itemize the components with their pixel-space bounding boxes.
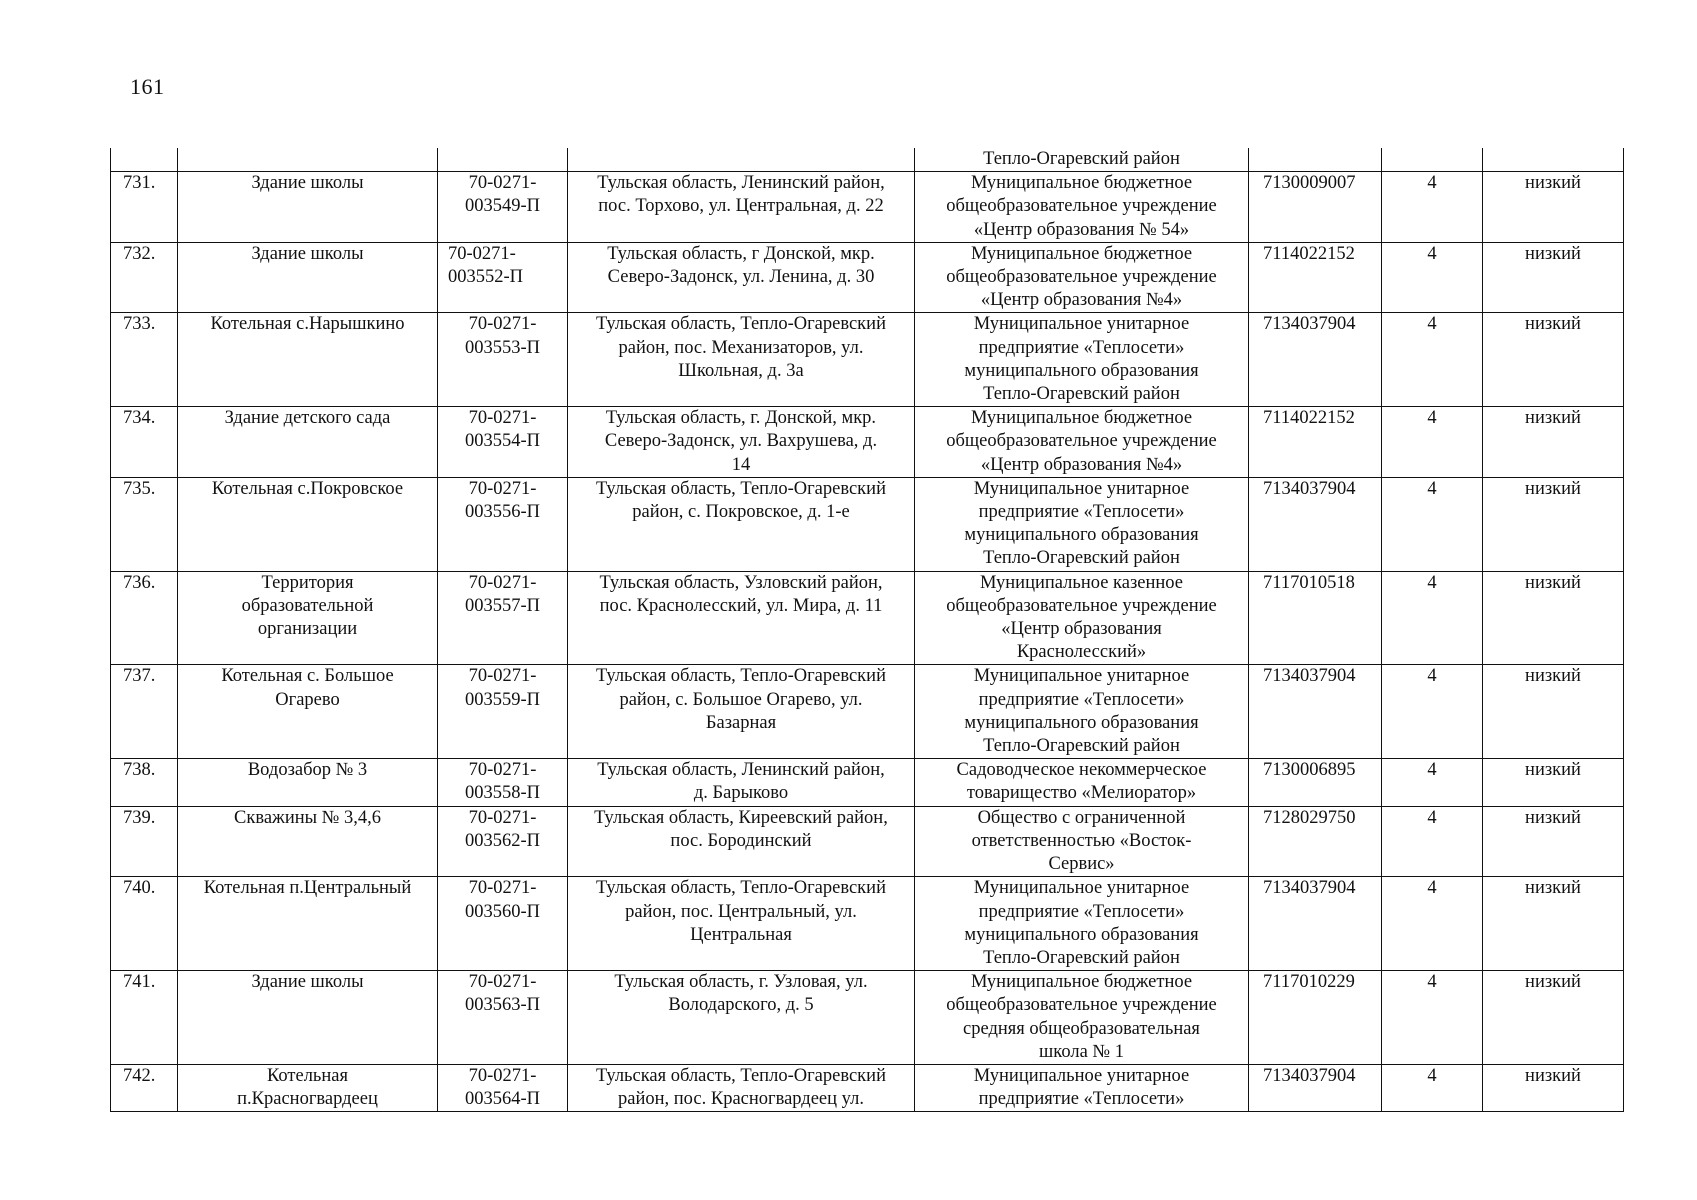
risk-value: низкий: [1525, 478, 1581, 499]
cell-name: [178, 877, 438, 971]
cell-num: [111, 571, 178, 665]
registry-code-line: 70-0271-: [468, 878, 537, 899]
cell-address: [568, 971, 915, 1065]
address-line: район, пос. Центральный, ул.: [625, 901, 857, 922]
owner-line: общеобразовательное учреждение: [946, 995, 1217, 1016]
cell-owner: [915, 806, 1249, 877]
table-row: [111, 242, 1624, 313]
cell-name: [178, 806, 438, 877]
cell-address: [568, 806, 915, 877]
cell-risk: [1483, 971, 1624, 1065]
address-line: Тульская область, Киреевский район,: [594, 807, 888, 828]
cell-category: [1382, 477, 1483, 571]
cell-code: [438, 665, 568, 759]
owner-line: Тепло-Огаревский район: [983, 548, 1180, 569]
cell-category: [1382, 806, 1483, 877]
cell-name: [178, 242, 438, 313]
cell-category: [1382, 407, 1483, 478]
owner-line: Муниципальное бюджетное: [970, 408, 1193, 429]
owner-line: средняя общеобразовательная: [963, 1018, 1200, 1039]
address-line: пос. Торхово, ул. Центральная, д. 22: [598, 196, 884, 217]
owner-line: общеобразовательное учреждение: [946, 267, 1217, 288]
table-row: [111, 759, 1624, 806]
cell-address: [568, 571, 915, 665]
row-number: 733.: [123, 314, 156, 335]
registry-code-line: 003560-П: [464, 901, 541, 922]
address-line: Тульская область, Тепло-Огаревский: [596, 314, 886, 335]
owner-line: «Центр образования № 54»: [973, 219, 1190, 240]
category-value: 4: [1427, 807, 1437, 828]
cell-inn: [1249, 477, 1382, 571]
owner-line: предприятие «Теплосети»: [978, 901, 1185, 922]
cell-address: [568, 1064, 915, 1111]
inn-value: 7134037904: [1263, 878, 1356, 899]
registry-code-line: 70-0271-: [468, 314, 537, 335]
owner-line: Тепло-Огаревский район: [983, 736, 1180, 757]
cell-num: [111, 477, 178, 571]
row-number: 742.: [123, 1065, 156, 1086]
cell-num: [111, 172, 178, 243]
cell-num: [111, 665, 178, 759]
cell-owner: [915, 313, 1249, 407]
category-value: 4: [1427, 173, 1437, 194]
registry-code-line: 003564-П: [464, 1089, 541, 1110]
owner-line: Муниципальное казенное: [980, 572, 1183, 593]
object-name-line: Котельная п.Центральный: [203, 878, 412, 899]
cell-address: [568, 665, 915, 759]
address-line: Северо-Задонск, ул. Вахрушева, д.: [604, 431, 878, 452]
owner-line: «Центр образования №4»: [980, 290, 1183, 311]
cell-code: [438, 971, 568, 1065]
risk-value: низкий: [1525, 572, 1581, 593]
cell-inn: [1249, 148, 1382, 172]
cell-name: [178, 477, 438, 571]
owner-line: Тепло-Огаревский район: [983, 149, 1180, 169]
table-row: [111, 172, 1624, 243]
cell-risk: [1483, 806, 1624, 877]
address-line: Тульская область, Тепло-Огаревский: [596, 878, 886, 899]
object-name-line: Котельная: [266, 1065, 348, 1086]
object-name-line: п.Красногвардеец: [237, 1089, 378, 1110]
address-line: район, пос. Красногвардеец ул.: [618, 1089, 864, 1110]
cell-address: [568, 313, 915, 407]
table-row: [111, 971, 1624, 1065]
cell-inn: [1249, 242, 1382, 313]
cell-name: [178, 313, 438, 407]
object-name-line: Котельная с. Большое: [221, 666, 394, 687]
risk-value: низкий: [1525, 972, 1581, 993]
registry-code-line: 003557-П: [464, 595, 541, 616]
cell-name: [178, 407, 438, 478]
registry-code-line: 003554-П: [464, 431, 541, 452]
address-line: район, с. Большое Огарево, ул.: [619, 689, 863, 710]
cell-num: [111, 313, 178, 407]
row-number: 734.: [123, 408, 156, 429]
cell-category: [1382, 242, 1483, 313]
category-value: 4: [1427, 972, 1437, 993]
inn-value: 7134037904: [1263, 1065, 1356, 1086]
address-line: Тульская область, Узловский район,: [599, 572, 883, 593]
cell-inn: [1249, 571, 1382, 665]
owner-line: Муниципальное бюджетное: [970, 243, 1193, 264]
category-value: 4: [1427, 760, 1437, 781]
table-row: [111, 313, 1624, 407]
risk-value: низкий: [1525, 314, 1581, 335]
cell-owner: [915, 571, 1249, 665]
registry-code-line: 003556-П: [464, 502, 541, 523]
address-line: Тульская область, Ленинский район,: [597, 760, 885, 781]
cell-owner: [915, 971, 1249, 1065]
address-line: пос. Бородинский: [670, 830, 812, 851]
address-line: д. Барыково: [693, 783, 789, 804]
owner-line: Сервис»: [1048, 854, 1115, 875]
registry-code-line: 70-0271-: [468, 760, 537, 781]
risk-value: низкий: [1525, 666, 1581, 687]
cell-risk: [1483, 172, 1624, 243]
cell-name: [178, 571, 438, 665]
cell-num: [111, 759, 178, 806]
table-row: [111, 1064, 1624, 1111]
cell-owner: [915, 477, 1249, 571]
cell-inn: [1249, 407, 1382, 478]
object-name-line: Здание школы: [251, 243, 364, 264]
object-name-line: Котельная с.Покровское: [211, 478, 404, 499]
owner-line: Муниципальное бюджетное: [970, 972, 1193, 993]
cell-code: [438, 571, 568, 665]
owner-line: общеобразовательное учреждение: [946, 595, 1217, 616]
registry-code-line: 70-0271-: [468, 572, 537, 593]
registry-code-line: 003552-П: [448, 267, 524, 288]
address-line: Тульская область, Тепло-Огаревский: [596, 478, 886, 499]
cell-category: [1382, 1064, 1483, 1111]
cell-category: [1382, 759, 1483, 806]
continuation-row: [111, 148, 1624, 172]
risk-value: низкий: [1525, 760, 1581, 781]
category-value: 4: [1427, 243, 1437, 264]
object-name-line: Водозабор № 3: [247, 760, 368, 781]
category-value: 4: [1427, 666, 1437, 687]
cell-risk: [1483, 877, 1624, 971]
table-row: [111, 477, 1624, 571]
cell-risk: [1483, 407, 1624, 478]
registry-table: [110, 148, 1624, 1112]
registry-code-line: 70-0271-: [468, 666, 537, 687]
object-name-line: Здание школы: [251, 173, 364, 194]
cell-category: [1382, 172, 1483, 243]
risk-value: низкий: [1525, 807, 1581, 828]
cell-category: [1382, 877, 1483, 971]
object-name-line: Огарево: [275, 689, 340, 710]
row-number: 737.: [123, 666, 156, 687]
category-value: 4: [1427, 878, 1437, 899]
cell-num: [111, 806, 178, 877]
cell-code: [438, 242, 568, 313]
registry-code-line: 70-0271-: [468, 408, 537, 429]
cell-risk: [1483, 571, 1624, 665]
address-line: Базарная: [705, 712, 777, 733]
owner-line: Общество с ограниченной: [977, 807, 1186, 828]
address-line: Тульская область, Ленинский район,: [597, 173, 885, 194]
cell-name: [178, 759, 438, 806]
cell-inn: [1249, 759, 1382, 806]
cell-inn: [1249, 313, 1382, 407]
cell-num: [111, 1064, 178, 1111]
cell-code: [438, 806, 568, 877]
cell-category: [1382, 313, 1483, 407]
address-line: пос. Краснолесский, ул. Мира, д. 11: [599, 595, 883, 616]
row-number: 739.: [123, 807, 156, 828]
object-name-line: образовательной: [241, 595, 374, 616]
cell-name: [178, 1064, 438, 1111]
category-value: 4: [1427, 572, 1437, 593]
cell-address: [568, 407, 915, 478]
owner-line: муниципального образования: [964, 924, 1199, 945]
owner-line: Краснолесский»: [1016, 642, 1147, 663]
address-line: Тульская область, г. Узловая, ул.: [614, 972, 868, 993]
row-number: 731.: [123, 173, 156, 194]
cell-num: [111, 971, 178, 1065]
cell-num: [111, 407, 178, 478]
address-line: Володарского, д. 5: [668, 995, 814, 1016]
row-number: 735.: [123, 478, 156, 499]
inn-value: 7117010229: [1263, 972, 1355, 993]
cell-risk: [1483, 477, 1624, 571]
owner-line: общеобразовательное учреждение: [946, 196, 1217, 217]
owner-line: Муниципальное унитарное: [973, 314, 1190, 335]
registry-code-line: 003563-П: [464, 995, 541, 1016]
object-name-line: Территория: [261, 572, 354, 593]
address-line: Центральная: [690, 924, 792, 945]
owner-line: ответственностью «Восток-: [971, 830, 1192, 851]
cell-address: [568, 759, 915, 806]
owner-line: предприятие «Теплосети»: [978, 337, 1185, 358]
risk-value: низкий: [1525, 878, 1581, 899]
cell-address: [568, 148, 915, 172]
owner-line: муниципального образования: [964, 525, 1199, 546]
address-line: Школьная, д. 3а: [678, 360, 804, 381]
table-row: [111, 407, 1624, 478]
risk-value: низкий: [1525, 408, 1581, 429]
inn-value: 7130009007: [1263, 173, 1356, 194]
owner-line: Тепло-Огаревский район: [983, 947, 1180, 968]
risk-value: низкий: [1525, 243, 1581, 264]
address-line: Тульская область, Тепло-Огаревский: [596, 1065, 886, 1086]
object-name-line: Здание детского сада: [224, 408, 391, 429]
category-value: 4: [1427, 408, 1437, 429]
address-line: район, пос. Механизаторов, ул.: [618, 337, 864, 358]
row-number: 732.: [123, 243, 156, 264]
cell-owner: [915, 407, 1249, 478]
cell-inn: [1249, 806, 1382, 877]
address-line: Тульская область, Тепло-Огаревский: [596, 666, 886, 687]
owner-line: Садоводческое некоммерческое: [956, 760, 1207, 781]
owner-line: предприятие «Теплосети»: [978, 1089, 1185, 1110]
row-number: 740.: [123, 878, 156, 899]
owner-line: Муниципальное унитарное: [973, 878, 1190, 899]
cell-name: [178, 148, 438, 172]
cell-category: [1382, 665, 1483, 759]
owner-line: Муниципальное унитарное: [973, 666, 1190, 687]
cell-category: [1382, 148, 1483, 172]
risk-value: низкий: [1525, 173, 1581, 194]
registry-code-line: 70-0271-: [468, 1065, 537, 1086]
owner-line: Муниципальное бюджетное: [970, 173, 1193, 194]
cell-address: [568, 477, 915, 571]
owner-line: «Центр образования №4»: [980, 454, 1183, 475]
cell-name: [178, 665, 438, 759]
owner-line: «Центр образования: [1001, 619, 1162, 640]
registry-code-line: 003558-П: [464, 783, 541, 804]
address-line: Северо-Задонск, ул. Ленина, д. 30: [607, 267, 875, 288]
cell-risk: [1483, 313, 1624, 407]
table-row: [111, 877, 1624, 971]
cell-num: [111, 148, 178, 172]
cell-address: [568, 877, 915, 971]
cell-risk: [1483, 759, 1624, 806]
registry-code-line: 70-0271-: [468, 478, 537, 499]
registry-code-line: 70-0271-: [468, 807, 537, 828]
cell-num: [111, 242, 178, 313]
cell-address: [568, 242, 915, 313]
address-line: 14: [731, 454, 751, 475]
cell-code: [438, 407, 568, 478]
registry-code-line: 70-0271-: [468, 972, 537, 993]
table-row: [111, 806, 1624, 877]
address-line: Тульская область, г Донской, мкр.: [607, 243, 875, 264]
inn-value: 7134037904: [1263, 478, 1356, 499]
category-value: 4: [1427, 314, 1437, 335]
cell-inn: [1249, 877, 1382, 971]
owner-line: Тепло-Огаревский район: [983, 384, 1180, 405]
cell-code: [438, 1064, 568, 1111]
registry-body: [111, 148, 1624, 1112]
cell-code: [438, 148, 568, 172]
cell-owner: [915, 242, 1249, 313]
registry-code-line: 003553-П: [464, 337, 541, 358]
object-name-line: Здание школы: [251, 972, 364, 993]
cell-inn: [1249, 172, 1382, 243]
address-line: Тульская область, г. Донской, мкр.: [605, 408, 877, 429]
inn-value: 7130006895: [1263, 760, 1356, 781]
owner-line: Муниципальное унитарное: [973, 1065, 1190, 1086]
cell-inn: [1249, 1064, 1382, 1111]
row-number: 741.: [123, 972, 156, 993]
category-value: 4: [1427, 1065, 1437, 1086]
table-row: [111, 571, 1624, 665]
inn-value: 7134037904: [1263, 666, 1356, 687]
inn-value: 7134037904: [1263, 314, 1356, 335]
registry-code-line: 70-0271-: [468, 173, 537, 194]
cell-code: [438, 877, 568, 971]
cell-inn: [1249, 665, 1382, 759]
inn-value: 7128029750: [1263, 807, 1356, 828]
object-name-line: Скважины № 3,4,6: [234, 807, 381, 828]
cell-risk: [1483, 665, 1624, 759]
cell-name: [178, 172, 438, 243]
cell-code: [438, 759, 568, 806]
risk-value: низкий: [1525, 1065, 1581, 1086]
owner-line: общеобразовательное учреждение: [946, 431, 1217, 452]
cell-name: [178, 971, 438, 1065]
cell-owner: [915, 1064, 1249, 1111]
cell-risk: [1483, 148, 1624, 172]
object-name-line: организации: [257, 619, 358, 640]
object-name-line: Котельная с.Нарышкино: [210, 314, 405, 335]
inn-value: 7114022152: [1263, 243, 1355, 264]
owner-line: Муниципальное унитарное: [973, 478, 1190, 499]
cell-owner: [915, 759, 1249, 806]
cell-address: [568, 172, 915, 243]
cell-code: [438, 313, 568, 407]
cell-owner: [915, 877, 1249, 971]
cell-risk: [1483, 242, 1624, 313]
cell-category: [1382, 571, 1483, 665]
owner-line: школа № 1: [1039, 1041, 1124, 1062]
page-number: 161: [130, 74, 165, 99]
registry-code-line: 003549-П: [464, 196, 541, 217]
cell-risk: [1483, 1064, 1624, 1111]
cell-code: [438, 172, 568, 243]
registry-code-line: 003562-П: [464, 830, 541, 851]
owner-line: предприятие «Теплосети»: [978, 502, 1185, 523]
registry-code-line: 003559-П: [464, 689, 541, 710]
owner-line: товарищество «Мелиоратор»: [966, 783, 1197, 804]
registry-code-line: 70-0271-: [448, 243, 516, 264]
table-row: [111, 665, 1624, 759]
cell-code: [438, 477, 568, 571]
owner-line: предприятие «Теплосети»: [978, 689, 1185, 710]
cell-owner: [915, 148, 1249, 172]
cell-owner: [915, 665, 1249, 759]
row-number: 736.: [123, 572, 156, 593]
category-value: 4: [1427, 478, 1437, 499]
owner-line: муниципального образования: [964, 712, 1199, 733]
inn-value: 7114022152: [1263, 408, 1355, 429]
cell-owner: [915, 172, 1249, 243]
owner-line: муниципального образования: [964, 360, 1199, 381]
address-line: район, с. Покровское, д. 1-е: [632, 502, 850, 523]
cell-category: [1382, 971, 1483, 1065]
inn-value: 7117010518: [1263, 572, 1355, 593]
row-number: 738.: [123, 760, 156, 781]
cell-num: [111, 877, 178, 971]
cell-inn: [1249, 971, 1382, 1065]
